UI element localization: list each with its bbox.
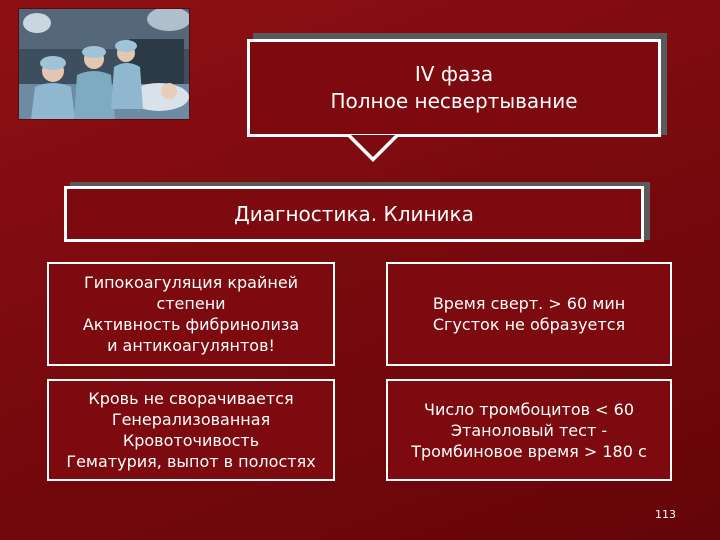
cell-line: степени (156, 294, 226, 313)
cell-line: Гипокоагуляция крайней (83, 273, 299, 292)
surgery-photo (18, 8, 190, 120)
subtitle-text: Диагностика. Клиника (234, 202, 474, 226)
cell-line: Гематурия, выпот в полостях (66, 452, 316, 471)
down-arrow-icon-fill (351, 135, 395, 157)
info-cell-hypocoagulation (47, 262, 335, 366)
page-number: 113 (655, 508, 676, 521)
cell-line: Активность фибринолиза (82, 315, 300, 334)
cell-line: Тромбиновое время > 180 с (411, 441, 647, 461)
title-box (247, 39, 661, 137)
info-cell-clotting-time (386, 262, 672, 366)
surgery-photo-image (19, 9, 189, 119)
info-cell-platelets (386, 379, 672, 481)
cell-line: Время сверт. > 60 мин (432, 294, 626, 313)
cell-line: Сгусток не образуется (432, 315, 626, 334)
cell-line: Число тромбоцитов < 60 (423, 399, 635, 419)
info-cell-bleeding (47, 379, 335, 481)
cell-line: Этаноловый тест - (450, 420, 608, 440)
cell-line: Кровь не сворачивается (88, 389, 294, 408)
subtitle-box (64, 186, 644, 242)
cell-line: и антикоагулянтов! (107, 336, 275, 355)
title-description: Полное несвертывание (330, 89, 578, 113)
title-phase: IV фаза (414, 62, 494, 86)
cell-line: Генерализованная (111, 410, 271, 429)
cell-line: Кровоточивость (122, 431, 260, 450)
